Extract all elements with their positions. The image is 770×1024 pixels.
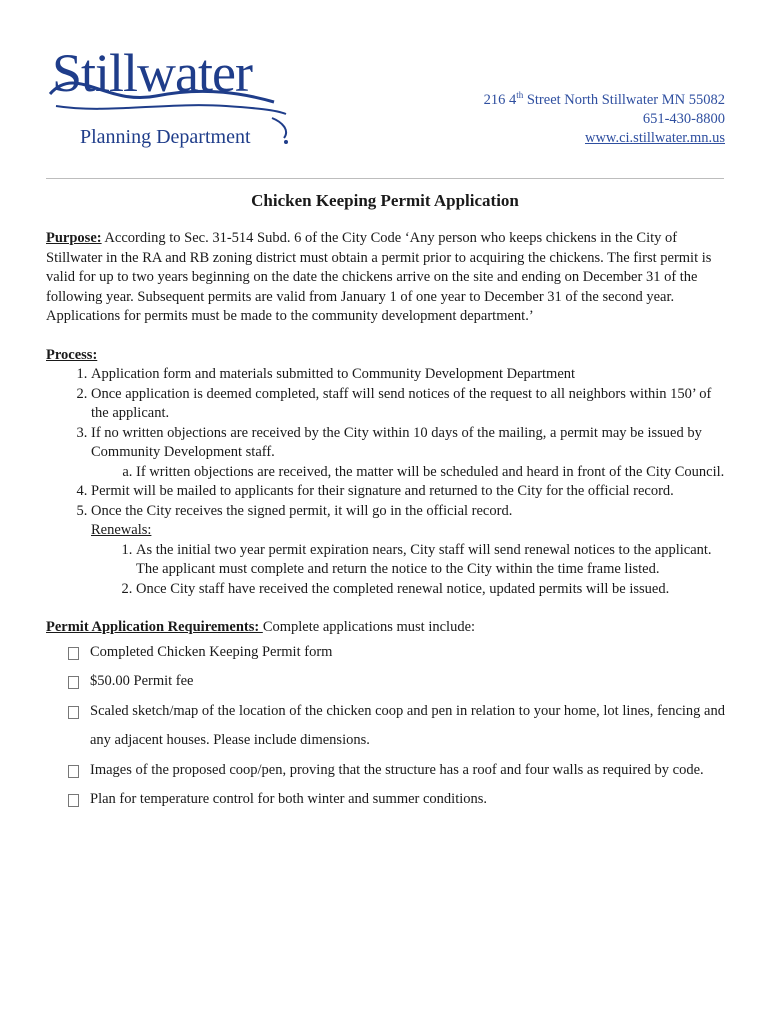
process-section [46,346,730,600]
document-title: Chicken Keeping Permit Application [251,191,519,210]
requirements-section [46,618,730,815]
purpose-label: Purpose: [46,230,102,246]
requirement-item: Images of the proposed coop/pen, proving that the structure has a roof and four walls as required by code. [68,756,730,786]
renewals-label: Renewals: [91,522,152,538]
renewal-step: 2. Once City staff have received the completed renewal notice, updated permits will be issued. [136,580,730,600]
process-step: 3. If no written objections are received by the City within 10 days of the mailing, a permit may be issued by Community Development staff. a. If written objections are received, the matter will be scheduled and heard in front of the City Council. [91,424,730,483]
street-address: 216 4th Street North Stillwater MN 55082 [483,90,725,108]
process-step: 1. Application form and materials submitted to Community Development Department [91,365,730,385]
purpose-section [46,229,730,327]
process-step: 4. Permit will be mailed to applicants for their signature and returned to the City for the official record. [91,482,730,502]
stillwater-logo [46,44,306,154]
requirements-checklist [46,638,730,815]
checkbox[interactable] [68,676,79,689]
checkbox[interactable] [68,765,79,778]
purpose-text: According to Sec. 31-514 Subd. 6 of the City Code ‘Any person who keeps chickens in the City of Stillwater in the RA and RB zoning district must obtain a permit prior to acquiring the chickens. The first permit is valid for up to two years beginning on the date the chickens arrive on the site and ending on December 31 of the following year. Subsequent permits are valid from January 1 of one year to December 31 of the second year. Applications for permits must be made to the community development department.’ [46,230,712,324]
process-step: 5. Once the City receives the signed permit, it will go in the official record. Renewals: 1. As the initial two year permit expiration nears, City staff will send renewal notices to the applicant. The applicant must complete and return the notice to the City within the time frame listed. 2. Once City staff have received the completed renewal notice, updated permits will be issued. [91,502,730,600]
process-steps [46,365,730,599]
checkbox[interactable] [68,647,79,660]
logo-subtitle: Planning Department [80,126,251,148]
header-divider [46,178,724,179]
requirement-item: $50.00 Permit fee [68,667,730,697]
document-body [46,229,730,815]
website-link[interactable]: www.ci.stillwater.mn.us [584,129,725,146]
renewal-steps [91,541,730,600]
requirement-item: Scaled sketch/map of the location of the chicken coop and pen in relation to your home, lot lines, fencing and any adjacent houses. Please include dimensions. [68,697,730,756]
requirements-intro: Complete applications must include: [262,619,476,635]
checkbox[interactable] [68,706,79,719]
process-substep: a. If written objections are received, the matter will be scheduled and heard in front of the City Council. [136,463,730,483]
requirement-item: Completed Chicken Keeping Permit form [68,638,730,668]
requirements-label: Permit Application Requirements: [46,619,263,635]
process-label: Process: [46,346,98,363]
process-step: 2. Once application is deemed completed, staff will send notices of the request to all neighbors within 150’ of the applicant. [91,385,730,424]
logo-wordmark: Stillwater [52,43,252,103]
phone-number: 651-430-8800 [642,110,725,127]
requirements-heading [46,618,730,638]
requirement-item: Plan for temperature control for both winter and summer conditions. [68,785,730,815]
checkbox[interactable] [68,794,79,807]
renewal-step: 1. As the initial two year permit expiration nears, City staff will send renewal notices to the applicant. The applicant must complete and return the notice to the City within the time frame listed. [136,541,730,580]
contact-block [484,86,725,148]
